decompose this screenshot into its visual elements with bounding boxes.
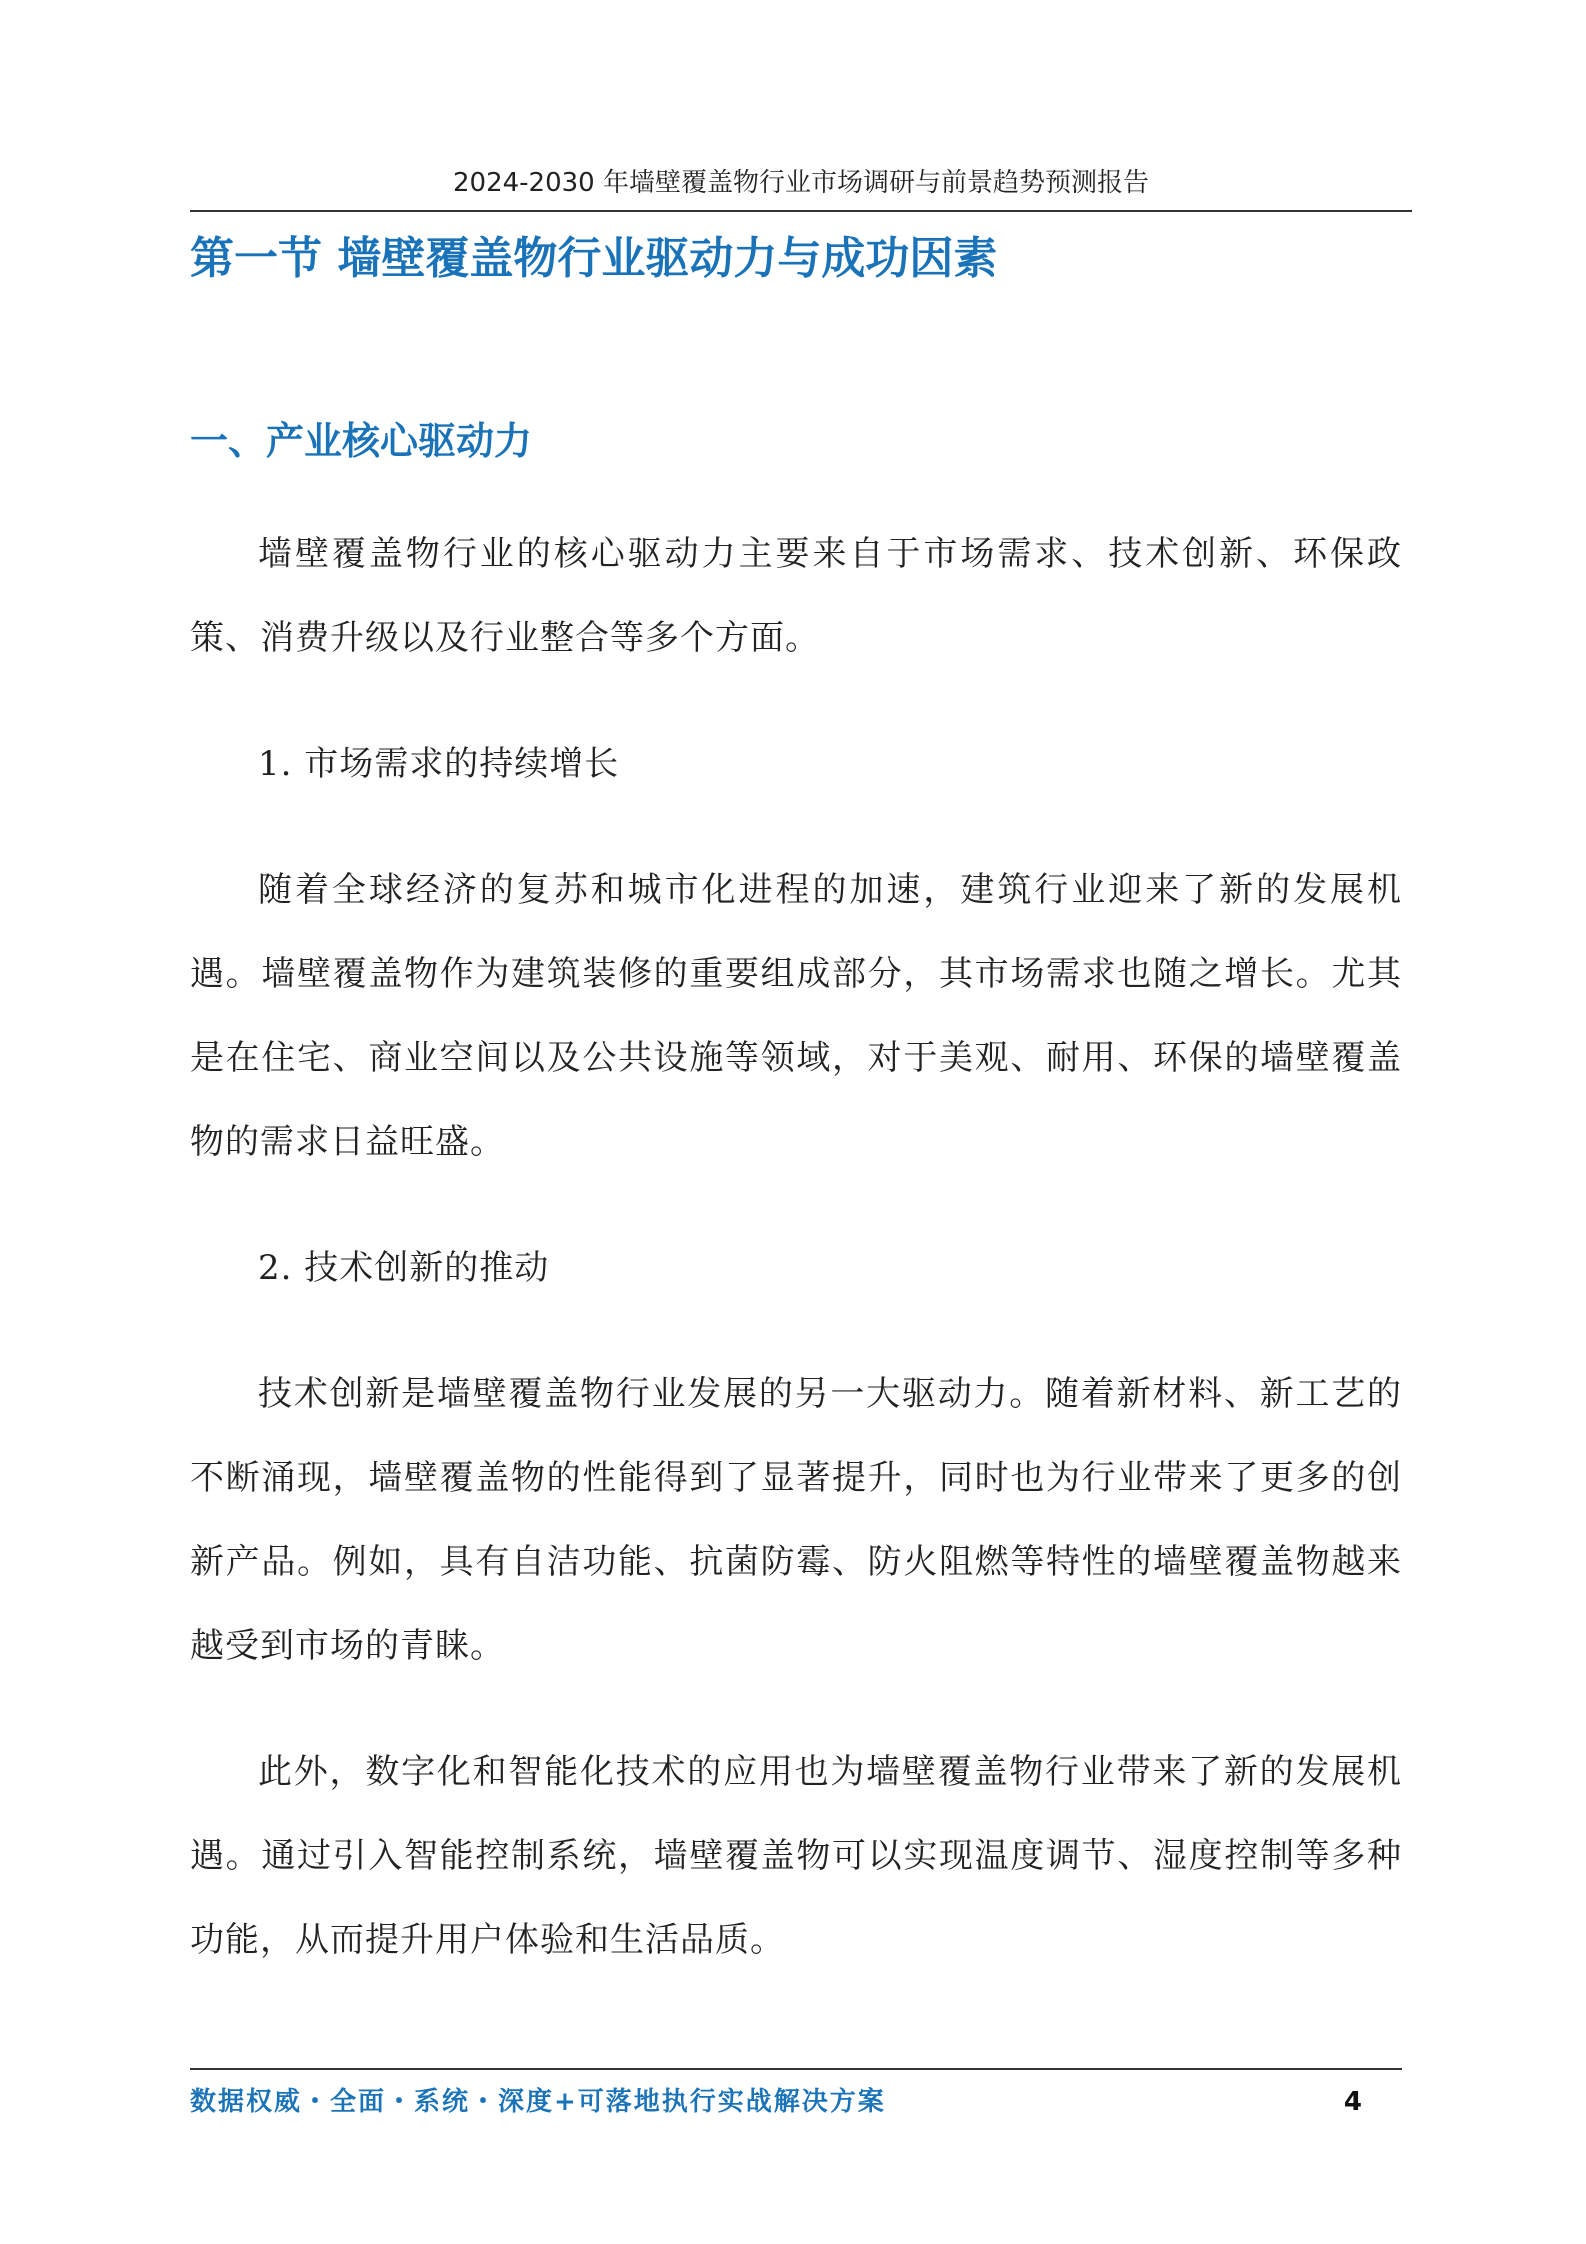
item1-heading: 1. 市场需求的持续增长 — [258, 744, 620, 784]
spacer — [190, 1310, 1402, 1352]
spacer — [190, 680, 1402, 722]
footer-slogan: 数据权威・全面・系统・深度+可落地执行实战解决方案 — [190, 2087, 886, 2117]
item2-paragraph-2: 此外，数字化和智能化技术的应用也为墙壁覆盖物行业带来了新的发展机遇。通过引入智能控制系统，墙壁覆盖物可以实现温度调节、湿度控制等多种功能，从而提升用户体验和生活品质。 — [190, 1752, 1402, 1960]
intro-paragraph: 墙壁覆盖物行业的核心驱动力主要来自于市场需求、技术创新、环保政策、消费升级以及行业整合等多个方面。 — [190, 534, 1402, 658]
page-footer — [190, 2068, 1402, 2132]
spacer — [190, 1184, 1402, 1226]
page-number: 4 — [1343, 2087, 1362, 2117]
section-title: 第一节 墙壁覆盖物行业驱动力与成功因素 — [190, 233, 998, 284]
spacer — [190, 806, 1402, 848]
spacer — [190, 1688, 1402, 1730]
body-content — [190, 512, 1402, 1982]
report-title: 2024-2030 年墙壁覆盖物行业市场调研与前景趋势预测报告 — [453, 168, 1149, 198]
item2-paragraph-1: 技术创新是墙壁覆盖物行业发展的另一大驱动力。随着新材料、新工艺的不断涌现，墙壁覆盖物的性能得到了显著提升，同时也为行业带来了更多的创新产品。例如，具有自洁功能、抗菌防霉、防火阻燃等特性的墙壁覆盖物越来越受到市场的青睐。 — [190, 1374, 1402, 1666]
item1-paragraph: 随着全球经济的复苏和城市化进程的加速，建筑行业迎来了新的发展机遇。墙壁覆盖物作为建筑装修的重要组成部分，其市场需求也随之增长。尤其是在住宅、商业空间以及公共设施等领域，对于美观、耐用、环保的墙壁覆盖物的需求日益旺盛。 — [190, 870, 1402, 1162]
subsection-title: 一、产业核心驱动力 — [190, 419, 533, 463]
page-header — [190, 160, 1412, 212]
item2-heading: 2. 技术创新的推动 — [258, 1248, 550, 1288]
